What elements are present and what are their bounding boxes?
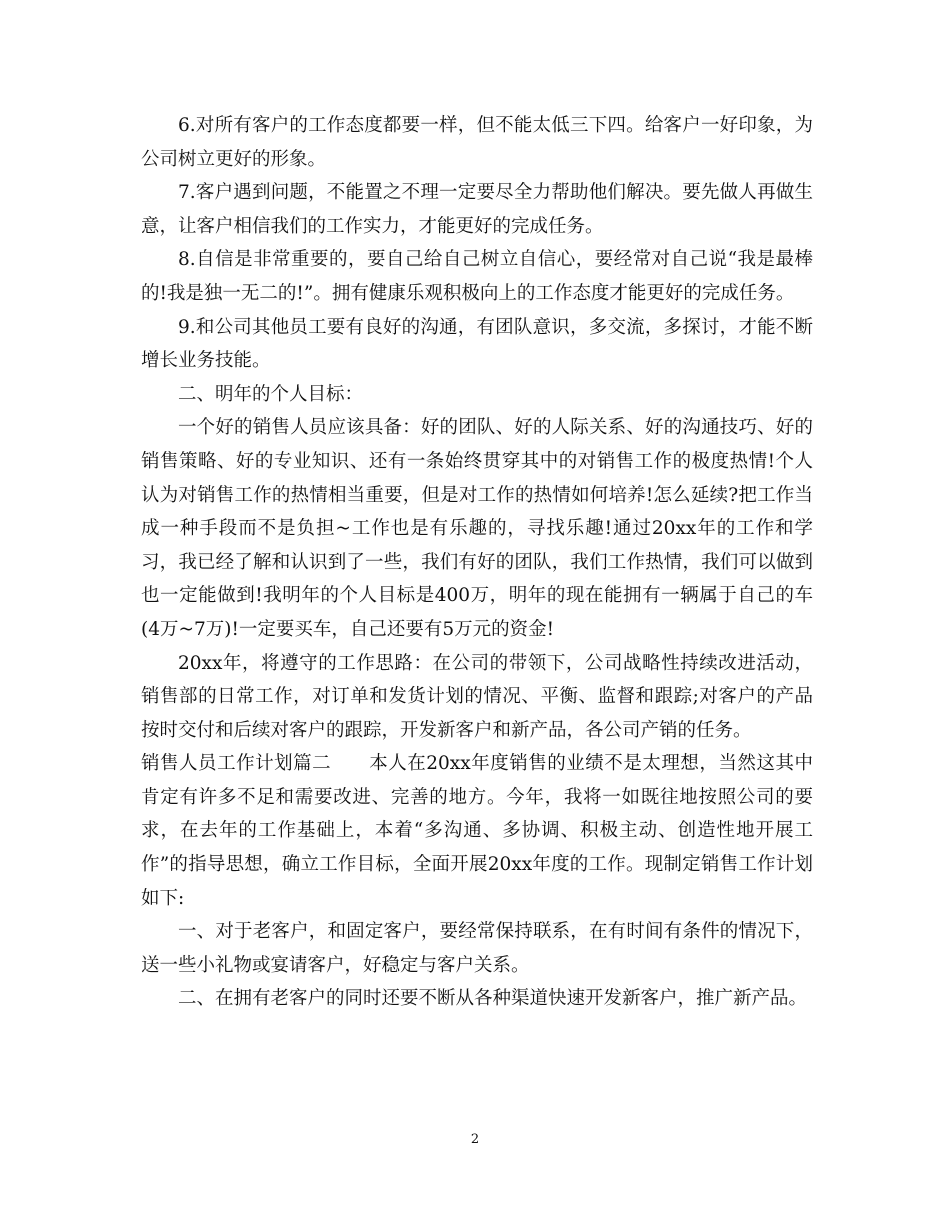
paragraph-old-customers: 一、对于老客户，和固定客户，要经常保持联系，在有时间有条件的情况下，送一些小礼物或宴请客户，好稳定与客户关系。 [141,921,813,976]
document-body [141,109,813,1016]
paragraph-plan-part-two: 销售人员工作计划篇二 本人在20xx年度销售的业绩不是太理想，当然这其中肯定有许多不足和需要改进、完善的地方。今年，我将一如既往地按照公司的要求，在去年的工作基础上，本着“多沟通、多协调、积极主动、创造性地开展工作”的指导思想，确立工作目标，全面开展20xx年度的工作。现制定销售工作计划如下: [141,753,813,909]
paragraph-item-8: 8.自信是非常重要的，要自己给自己树立自信心，要经常对自己说“我是最棒的!我是独一无二的!”。拥有健康乐观积极向上的工作态度才能更好的完成任务。 [141,249,813,304]
paragraph-new-customers: 二、在拥有老客户的同时还要不断从各种渠道快速开发新客户，推广新产品。 [178,988,808,1010]
paragraph-item-7: 7.客户遇到问题，不能置之不理一定要尽全力帮助他们解决。要先做人再做生意，让客户相信我们的工作实力，才能更好的完成任务。 [141,182,813,237]
paragraph-work-approach: 20xx年，将遵守的工作思路：在公司的带领下，公司战略性持续改进活动，销售部的日常工作，对订单和发货计划的情况、平衡、监督和跟踪;对客户的产品按时交付和后续对客户的跟踪，开发新客户和新产品，各公司产销的任务。 [141,652,813,741]
page-number: 2 [470,1132,480,1147]
paragraph-item-9: 9.和公司其他员工要有良好的沟通，有团队意识，多交流，多探讨，才能不断增长业务技能。 [141,316,813,372]
paragraph-item-6: 6.对所有客户的工作态度都要一样，但不能太低三下四。给客户一好印象，为公司树立更好的形象。 [141,115,813,170]
section-heading-next-year-goals: 二、明年的个人目标： [178,383,364,405]
paragraph-sales-qualities: 一个好的销售人员应该具备：好的团队、好的人际关系、好的沟通技巧、好的销售策略、好的专业知识、还有一条始终贯穿其中的对销售工作的极度热情!个人认为对销售工作的热情相当重要，但是对工作的热情如何培养!怎么延续?把工作当成一种手段而不是负担~工作也是有乐趣的，寻找乐趣!通过20xx年的工作和学习，我已经了解和认识到了一些，我们有好的团队，我们工作热情，我们可以做到也一定能做到!我明年的个人目标是400万，明年的现在能拥有一辆属于自己的车(4万~7万)!一定要买车，自己还要有5万元的资金! [141,417,813,640]
